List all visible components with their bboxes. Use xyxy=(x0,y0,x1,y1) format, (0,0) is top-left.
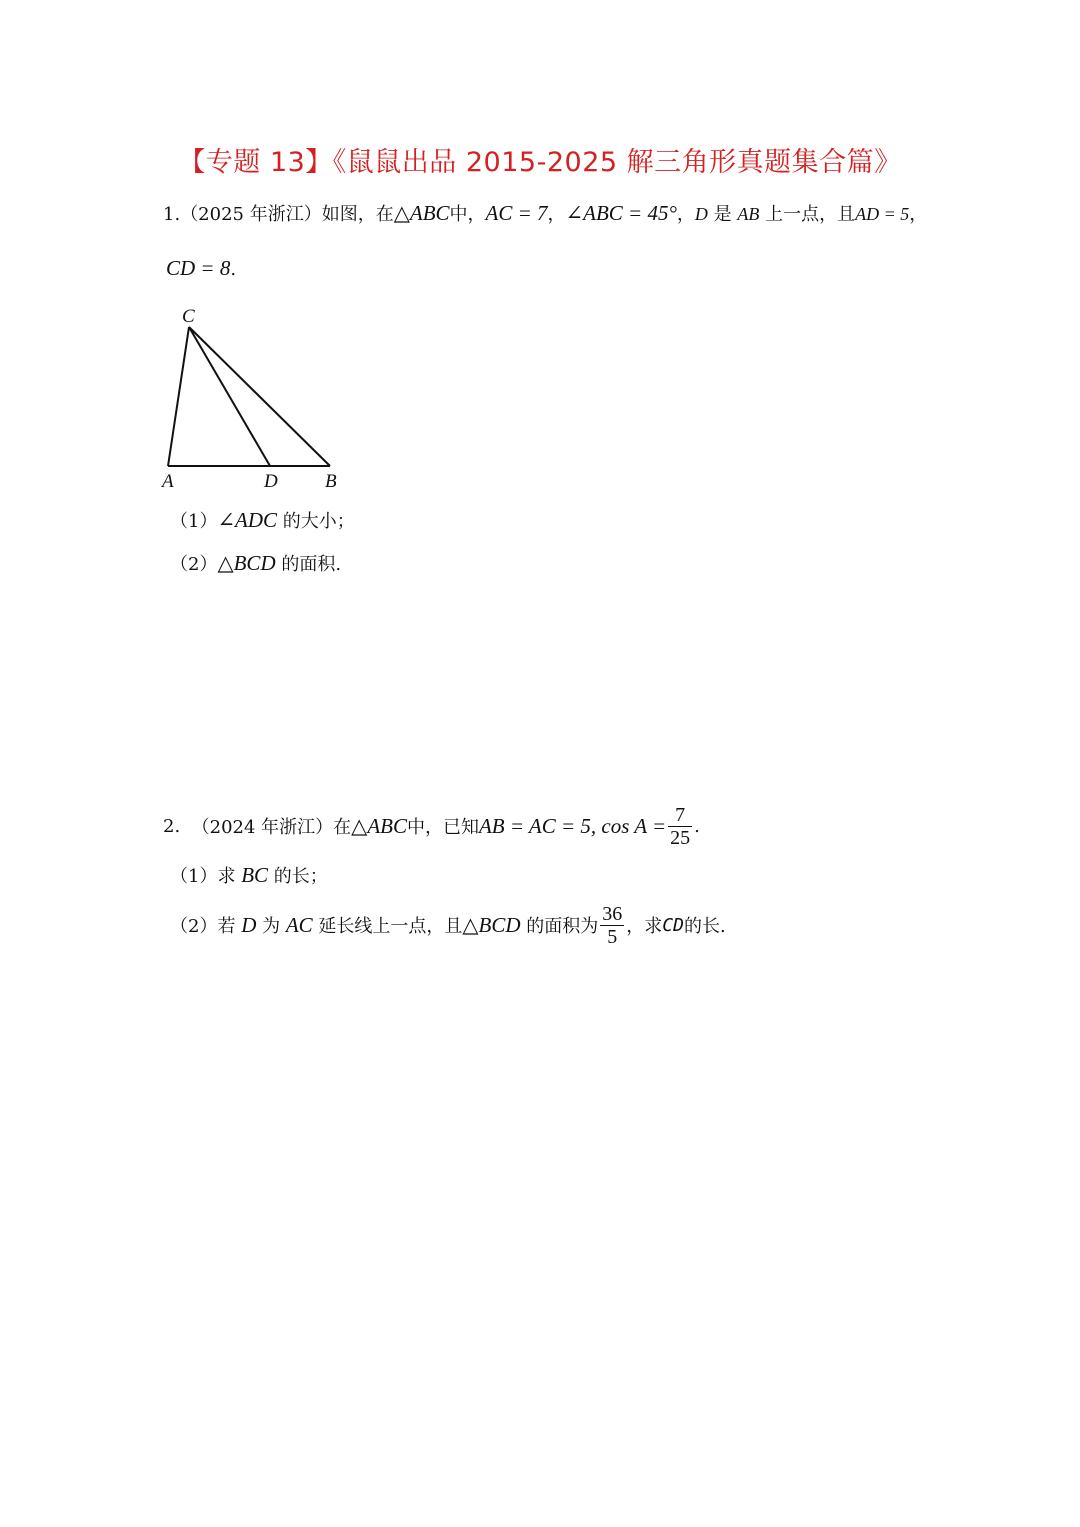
q1-period: . xyxy=(230,259,237,280)
q2-part2-text-4: ，求 xyxy=(626,916,663,937)
q1-condition-angle: ∠ABC = 45° xyxy=(565,201,677,225)
q1-condition-ad: AD = 5 xyxy=(855,204,910,224)
q1-condition-ac: AC = 7 xyxy=(485,201,548,225)
q2-part2-triangle: △BCD xyxy=(462,912,521,937)
q1-part1-text: 的大小； xyxy=(282,511,355,532)
label-d: D xyxy=(264,471,278,492)
q2-area-fraction xyxy=(600,903,624,948)
q1-part1-expr: ∠ADC xyxy=(217,508,278,532)
q2-part2 xyxy=(170,897,726,953)
q1-point-d: D xyxy=(694,204,708,224)
label-c: C xyxy=(182,306,195,327)
q1-statement-line2 xyxy=(166,256,236,281)
q1-text-1: 中， xyxy=(449,204,486,225)
q2-part2-segment-cd: CD xyxy=(662,914,684,936)
label-a: A xyxy=(162,471,174,492)
q2-part2-text-5: 的长. xyxy=(683,916,726,937)
q2-part2-number: （2）若 xyxy=(170,916,236,937)
q1-sep-1: ， xyxy=(547,204,566,225)
segment-cb xyxy=(189,327,330,466)
q2-period: . xyxy=(694,815,700,837)
q2-part1-text: 的长； xyxy=(273,866,328,887)
q2-part1 xyxy=(170,862,328,888)
q1-part2-expr: △BCD xyxy=(217,551,276,575)
q2-number: 2. xyxy=(163,815,181,837)
q2-cos-fraction xyxy=(668,804,692,849)
q1-text-2: 是 xyxy=(713,204,732,225)
q2-part2-text-3: 的面积为 xyxy=(526,916,599,937)
q2-area-numerator: 36 xyxy=(602,902,623,925)
q1-part2-number: （2） xyxy=(170,554,218,575)
q1-part1-number: （1） xyxy=(170,511,218,532)
q2-part2-text-2: 延长线上一点，且 xyxy=(318,916,463,937)
q1-text-3: 上一点，且 xyxy=(765,204,856,225)
q1-number: 1. xyxy=(163,204,181,225)
label-b: B xyxy=(325,471,337,492)
q2-cos-denominator: 25 xyxy=(670,826,691,849)
q2-statement-line1 xyxy=(163,798,700,854)
q2-source: （2024 年浙江）在 xyxy=(191,817,352,838)
q1-condition-cd: CD = 8 xyxy=(166,256,231,280)
q2-triangle: △ABC xyxy=(351,813,407,838)
q2-cos-numerator: 7 xyxy=(668,804,692,827)
q2-part2-text-1: 为 xyxy=(262,916,281,937)
q1-sep-3: ， xyxy=(909,204,928,225)
q2-part1-expr: BC xyxy=(241,863,269,887)
q2-condition: AB = AC = 5, cos A = xyxy=(478,813,667,838)
q2-text-1: 中，已知 xyxy=(406,817,479,838)
q1-segment-ab: AB xyxy=(737,204,760,224)
q1-statement-line1 xyxy=(163,200,927,226)
q1-source: （2025 年浙江）如图，在 xyxy=(180,204,394,225)
q1-triangle: △ABC xyxy=(393,201,450,225)
q2-part2-point-d: D xyxy=(241,912,257,937)
q1-part2-text: 的面积. xyxy=(281,554,342,575)
q1-part1 xyxy=(170,507,355,533)
q2-part1-number: （1）求 xyxy=(170,866,236,887)
q1-sep-2: ， xyxy=(676,204,695,225)
q2-part2-segment-ac: AC xyxy=(285,912,313,937)
q2-area-denominator: 5 xyxy=(607,925,618,948)
q1-triangle-figure xyxy=(150,300,370,500)
segment-cd xyxy=(189,327,270,466)
page-title: 【专题 13】《鼠鼠出品 2015-2025 解三角形真题集合篇》 xyxy=(178,147,902,178)
q1-part2 xyxy=(170,550,341,576)
segment-ca xyxy=(168,327,189,466)
